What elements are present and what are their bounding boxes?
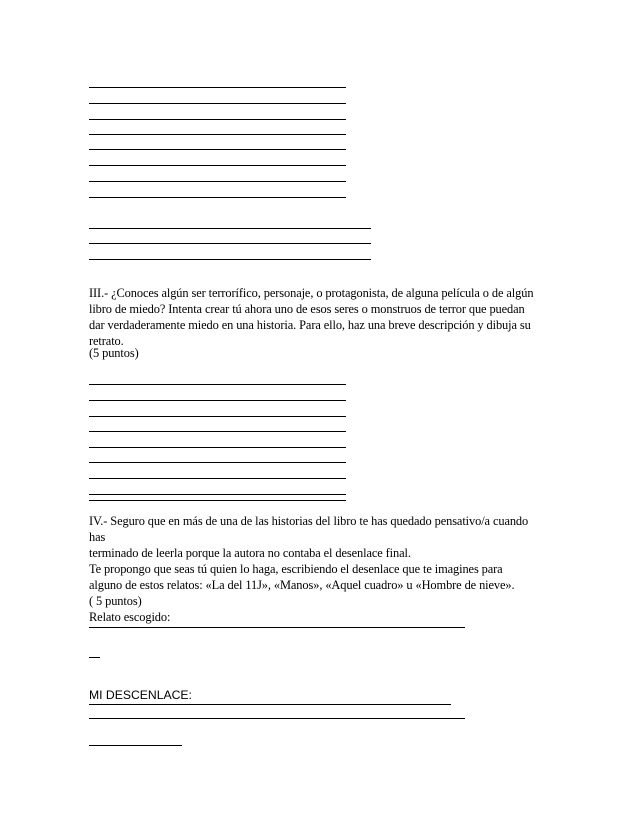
answer-line[interactable] bbox=[89, 87, 346, 88]
section-4-line: Te propongo que seas tú quien lo haga, escribiendo el desenlace que te imagines para bbox=[89, 562, 503, 576]
section-3-line: dar verdaderamente miedo en una historia. Para ello, haz una breve descripción y dibuja su bbox=[89, 318, 531, 332]
section-3-points: (5 puntos) bbox=[89, 346, 139, 360]
answer-line[interactable] bbox=[89, 134, 346, 135]
answer-line[interactable] bbox=[89, 500, 346, 501]
descenlace-label: MI DESCENLACE: bbox=[89, 688, 192, 702]
answer-line[interactable] bbox=[89, 181, 346, 182]
section-3-line: III.- ¿Conoces algún ser terrorífico, personaje, o protagonista, de alguna película o de algún bbox=[89, 286, 534, 300]
section-3-line: retrato. bbox=[89, 334, 124, 348]
relato-answer-line[interactable] bbox=[89, 627, 465, 628]
descenlace-answer-line[interactable] bbox=[89, 704, 451, 705]
answer-line[interactable] bbox=[89, 259, 371, 260]
relato-answer-line-short[interactable] bbox=[89, 657, 100, 658]
section-4-line: alguno de estos relatos: «La del 11J», «Manos», «Aquel cuadro» u «Hombre de nieve». bbox=[89, 578, 515, 592]
relato-label: Relato escogido: bbox=[89, 610, 171, 624]
answer-line[interactable] bbox=[89, 243, 371, 244]
answer-line[interactable] bbox=[89, 478, 346, 479]
answer-line[interactable] bbox=[89, 103, 346, 104]
answer-line[interactable] bbox=[89, 416, 346, 417]
answer-line[interactable] bbox=[89, 197, 346, 198]
answer-line[interactable] bbox=[89, 119, 346, 120]
answer-line[interactable] bbox=[89, 384, 346, 385]
answer-line[interactable] bbox=[89, 228, 371, 229]
section-4-points: ( 5 puntos) bbox=[89, 594, 142, 608]
descenlace-answer-line-short[interactable] bbox=[89, 745, 182, 746]
section-3-line: libro de miedo? Intenta crear tú ahora uno de esos seres o monstruos de terror que puedan bbox=[89, 302, 525, 316]
descenlace-answer-line[interactable] bbox=[89, 718, 465, 719]
answer-line[interactable] bbox=[89, 431, 346, 432]
answer-line[interactable] bbox=[89, 165, 346, 166]
answer-line[interactable] bbox=[89, 149, 346, 150]
section-4-line: IV.- Seguro que en más de una de las historias del libro te has quedado pensativo/a cuando bbox=[89, 514, 529, 528]
section-4-line: has bbox=[89, 530, 106, 544]
answer-line[interactable] bbox=[89, 462, 346, 463]
answer-line[interactable] bbox=[89, 447, 346, 448]
section-4-line: terminado de leerla porque la autora no contaba el desenlace final. bbox=[89, 546, 411, 560]
answer-line[interactable] bbox=[89, 494, 346, 495]
answer-line[interactable] bbox=[89, 400, 346, 401]
